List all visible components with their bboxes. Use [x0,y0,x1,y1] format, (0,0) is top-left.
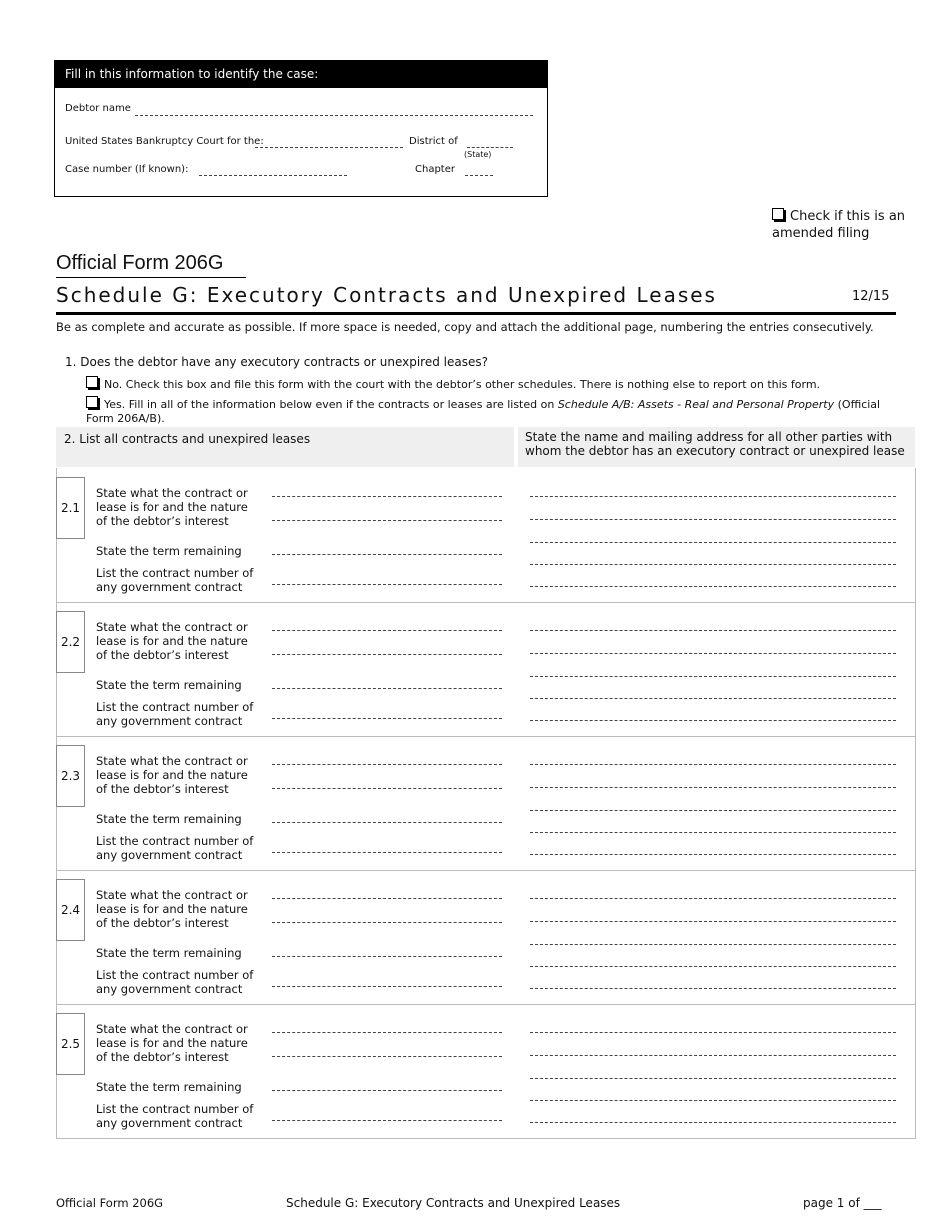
party-address-field[interactable] [530,1100,896,1101]
footer-page-number: page 1 of ___ [803,1196,882,1210]
party-address-field[interactable] [530,630,896,631]
party-address-field[interactable] [530,1122,896,1123]
contract-field[interactable] [272,688,502,689]
option-yes-label-pre: Yes. Fill in all of the information below even if the contracts or leases are listed on [104,398,558,411]
party-address-field[interactable] [530,653,896,654]
gov-contract-label: List the contract number of any government contract [96,834,254,862]
row-number: 2.1 [56,477,85,539]
question-1: 1. Does the debtor have any executory contracts or unexpired leases? [65,355,488,369]
yes-checkbox[interactable] [86,396,98,408]
contract-field[interactable] [272,496,502,497]
nature-label: State what the contract or lease is for and the nature of the debtor’s interest [96,1022,248,1064]
option-yes-label-italic: Schedule A/B: Assets - Real and Personal Property [557,398,835,411]
case-number-field[interactable] [199,175,347,176]
party-address-field[interactable] [530,854,896,855]
case-number-label: Case number (If known): [65,164,189,175]
term-label: State the term remaining [96,544,242,558]
contract-field[interactable] [272,1090,502,1091]
nature-label: State what the contract or lease is for and the nature of the debtor’s interest [96,888,248,930]
footer-schedule-name: Schedule G: Executory Contracts and Unexpired Leases [286,1196,621,1210]
option-no[interactable] [86,376,820,391]
footer-form-name: Official Form 206G [56,1196,164,1210]
party-address-field[interactable] [530,564,896,565]
party-address-field[interactable] [530,898,896,899]
party-address-field[interactable] [530,496,896,497]
party-address-field[interactable] [530,832,896,833]
party-address-field[interactable] [530,921,896,922]
form-title: Official Form 206G [56,252,246,278]
contract-field[interactable] [272,852,502,853]
row-number: 2.3 [56,745,85,807]
instructions: Be as complete and accurate as possible. If more space is needed, copy and attach the additional page, numbering the entries consecutively. [56,320,874,334]
contract-field[interactable] [272,1120,502,1121]
contract-field[interactable] [272,520,502,521]
section2-right-header: State the name and mailing address for all other parties with whom the debtor has an executory contract or unexpired lease [525,430,905,458]
party-address-field[interactable] [530,988,896,989]
district-label: District of [409,136,458,147]
nature-label: State what the contract or lease is for and the nature of the debtor’s interest [96,754,248,796]
party-address-field[interactable] [530,966,896,967]
party-address-field[interactable] [530,1078,896,1079]
case-identification-box [54,60,548,197]
row-number: 2.4 [56,879,85,941]
section2-left-header: 2. List all contracts and unexpired leases [64,432,311,446]
contract-field[interactable] [272,822,502,823]
contract-field[interactable] [272,630,502,631]
amended-filing-option[interactable] [772,208,912,242]
term-label: State the term remaining [96,678,242,692]
gov-contract-label: List the contract number of any government contract [96,1102,254,1130]
title-rule [56,312,896,315]
party-address-field[interactable] [530,698,896,699]
form-edition: 12/15 [852,289,890,304]
party-address-field[interactable] [530,720,896,721]
contract-field[interactable] [272,1056,502,1057]
contract-field[interactable] [272,922,502,923]
party-address-field[interactable] [530,944,896,945]
nature-label: State what the contract or lease is for and the nature of the debtor’s interest [96,620,248,662]
gov-contract-label: List the contract number of any government contract [96,566,254,594]
option-yes[interactable] [86,396,896,426]
contract-field[interactable] [272,956,502,957]
case-identification-header: Fill in this information to identify the case: [55,61,547,88]
no-checkbox[interactable] [86,376,98,388]
term-label: State the term remaining [96,946,242,960]
court-label: United States Bankruptcy Court for the: [65,136,264,147]
row-number: 2.5 [56,1013,85,1075]
party-address-field[interactable] [530,586,896,587]
amended-checkbox[interactable] [772,208,784,220]
contract-field[interactable] [272,718,502,719]
option-no-label: No. Check this box and file this form with the court with the debtor’s other schedules. There is nothing else to report on this form. [104,378,821,391]
term-label: State the term remaining [96,812,242,826]
party-address-field[interactable] [530,519,896,520]
contract-field[interactable] [272,764,502,765]
contract-field[interactable] [272,554,502,555]
amended-label: Check if this is an amended filing [772,209,906,241]
party-address-field[interactable] [530,764,896,765]
nature-label: State what the contract or lease is for and the nature of the debtor’s interest [96,486,248,528]
gov-contract-label: List the contract number of any government contract [96,700,254,728]
contract-field[interactable] [272,654,502,655]
party-address-field[interactable] [530,810,896,811]
contract-field[interactable] [272,986,502,987]
contract-field[interactable] [272,898,502,899]
term-label: State the term remaining [96,1080,242,1094]
party-address-field[interactable] [530,1055,896,1056]
option-yes-label-post: (Official Form 206A/B). [86,398,881,425]
chapter-field[interactable] [465,175,493,176]
state-label: (State) [464,150,492,159]
court-field[interactable] [255,147,403,148]
party-address-field[interactable] [530,1032,896,1033]
party-address-field[interactable] [530,542,896,543]
party-address-field[interactable] [530,676,896,677]
gov-contract-label: List the contract number of any government contract [96,968,254,996]
chapter-label: Chapter [415,164,455,175]
contract-field[interactable] [272,788,502,789]
party-address-field[interactable] [530,787,896,788]
schedule-title: Schedule G: Executory Contracts and Unexpired Leases [56,283,717,307]
debtor-name-label: Debtor name [65,103,131,114]
state-field[interactable] [467,147,513,148]
row-number: 2.2 [56,611,85,673]
contract-field[interactable] [272,584,502,585]
debtor-name-field[interactable] [135,115,533,116]
contract-field[interactable] [272,1032,502,1033]
